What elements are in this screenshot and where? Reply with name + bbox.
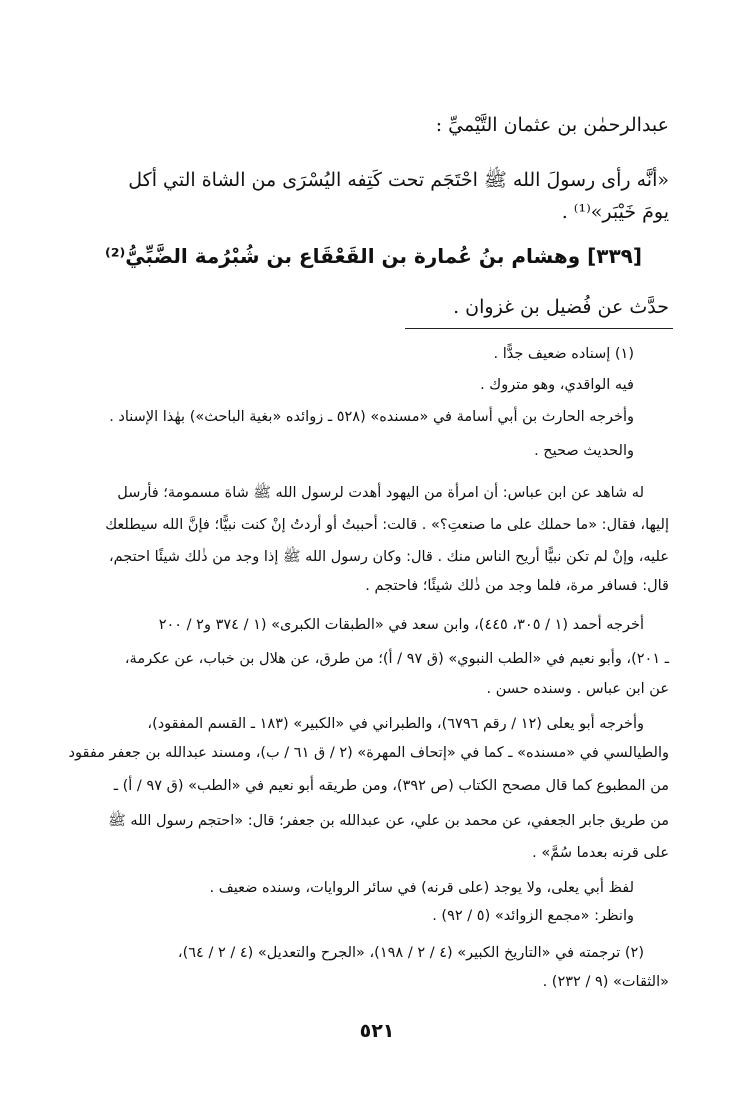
- footnote-line: عن ابن عباس . وسنده حسن .: [486, 681, 669, 697]
- footnote-separator: [405, 328, 673, 329]
- footnote-line: من المطبوع كما قال مصحح الكتاب (ص ٣٩٢)، ومن طريقه أبو نعيم في «الطب» (ق ٩٧ / أ) ـ: [113, 778, 669, 794]
- footnote-line: (٢) ترجمته في «التاريخ الكبير» (٤ / ٢ / ١٩٨)، «الجرح والتعديل» (٤ / ٢ / ٦٤)،: [177, 945, 644, 961]
- footnote-line: قال: فسافر مرة، فلما وجد من ذٰلك شيئًا؛ فاحتجم .: [365, 578, 669, 594]
- footnote-line: إليها، فقال: «ما حملك على ما صنعتِ؟» . قالت: أحببتُ أو أردتُ إنْ كنت نبيًّا؛ فإنَّ الله سيطلعك: [105, 517, 669, 533]
- hadith-text-line: «أنَّه رأى رسولَ الله ﷺ احْتَجَم تحت كَتِفه اليُسْرَى من الشاة التي أكل: [128, 169, 669, 191]
- footnote-line: له شاهد عن ابن عباس: أن امرأة من اليهود أهدت لرسول الله ﷺ شاة مسمومة؛ فأرسل: [117, 485, 644, 501]
- page-number: ٥٢١: [359, 1020, 395, 1042]
- footnote-line: على قرنه بعدما سُمَّ» .: [532, 845, 669, 861]
- footnote-line: والحديث صحيح .: [534, 443, 634, 459]
- footnote-line: (١) إسناده ضعيف جدًّا .: [493, 346, 634, 362]
- footnote-line: وأخرجه الحارث بن أبي أسامة في «مسنده» (٥٢٨ ـ زوائده «بغية الباحث») بهٰذا الإسناد .: [109, 409, 634, 425]
- footnote-line: عليه، وإنْ لم تكن نبيًّا أريح الناس منك . قال: وكان رسول الله ﷺ إذا وجد من ذٰلك شيئًا احتجم،: [108, 549, 669, 565]
- entry-heading: [٣٣٩] وهشام بنُ عُمارة بن القَعْقَاع بن شُبْرُمة الضَّبِّيُّ⁽²⁾: [104, 244, 642, 268]
- footnote-line: والطيالسي في «مسنده» ـ كما في «إتحاف المهرة» (٢ / ق ٦١ / ب)، ومسند عبدالله بن جعفر مفقود: [68, 745, 669, 761]
- narrator-name-line: عبدالرحمٰن بن عثمان التَّيْميِّ :: [435, 114, 669, 136]
- footnote-line: من طريق جابر الجعفي، عن محمد بن علي، عن عبدالله بن جعفر؛ قال: «احتجم رسول الله ﷺ: [108, 813, 669, 829]
- footnote-line: وانظر: «مجمع الزوائد» (٥ / ٩٢) .: [432, 908, 634, 924]
- footnote-line: فيه الواقدي، وهو متروك .: [480, 377, 634, 393]
- footnote-line: ـ ٢٠١)، وأبو نعيم في «الطب النبوي» (ق ٩٧ / أ)؛ من طرق، عن هلال بن خباب، عن عكرمة،: [124, 651, 669, 667]
- hadith-text-line-end: يومَ خَيْبَر»⁽¹⁾ .: [561, 201, 669, 223]
- footnote-line: «الثقات» (٩ / ٢٣٢) .: [542, 974, 669, 990]
- footnote-line: وأخرجه أبو يعلى (١٢ / رقم ٦٧٩٦)، والطبراني في «الكبير» (١٨٣ ـ القسم المفقود)،: [147, 716, 644, 732]
- footnote-line: لفظ أبي يعلى، ولا يوجد (على قرنه) في سائر الروايات، وسنده ضعيف .: [209, 880, 634, 896]
- entry-description: حدَّث عن فُضيل بن غزوان .: [453, 296, 669, 318]
- footnote-line: أخرجه أحمد (١ / ٣٠٥، ٤٤٥)، وابن سعد في «الطبقات الكبرى» (١ / ٣٧٤ و٢ / ٢٠٠: [158, 617, 644, 633]
